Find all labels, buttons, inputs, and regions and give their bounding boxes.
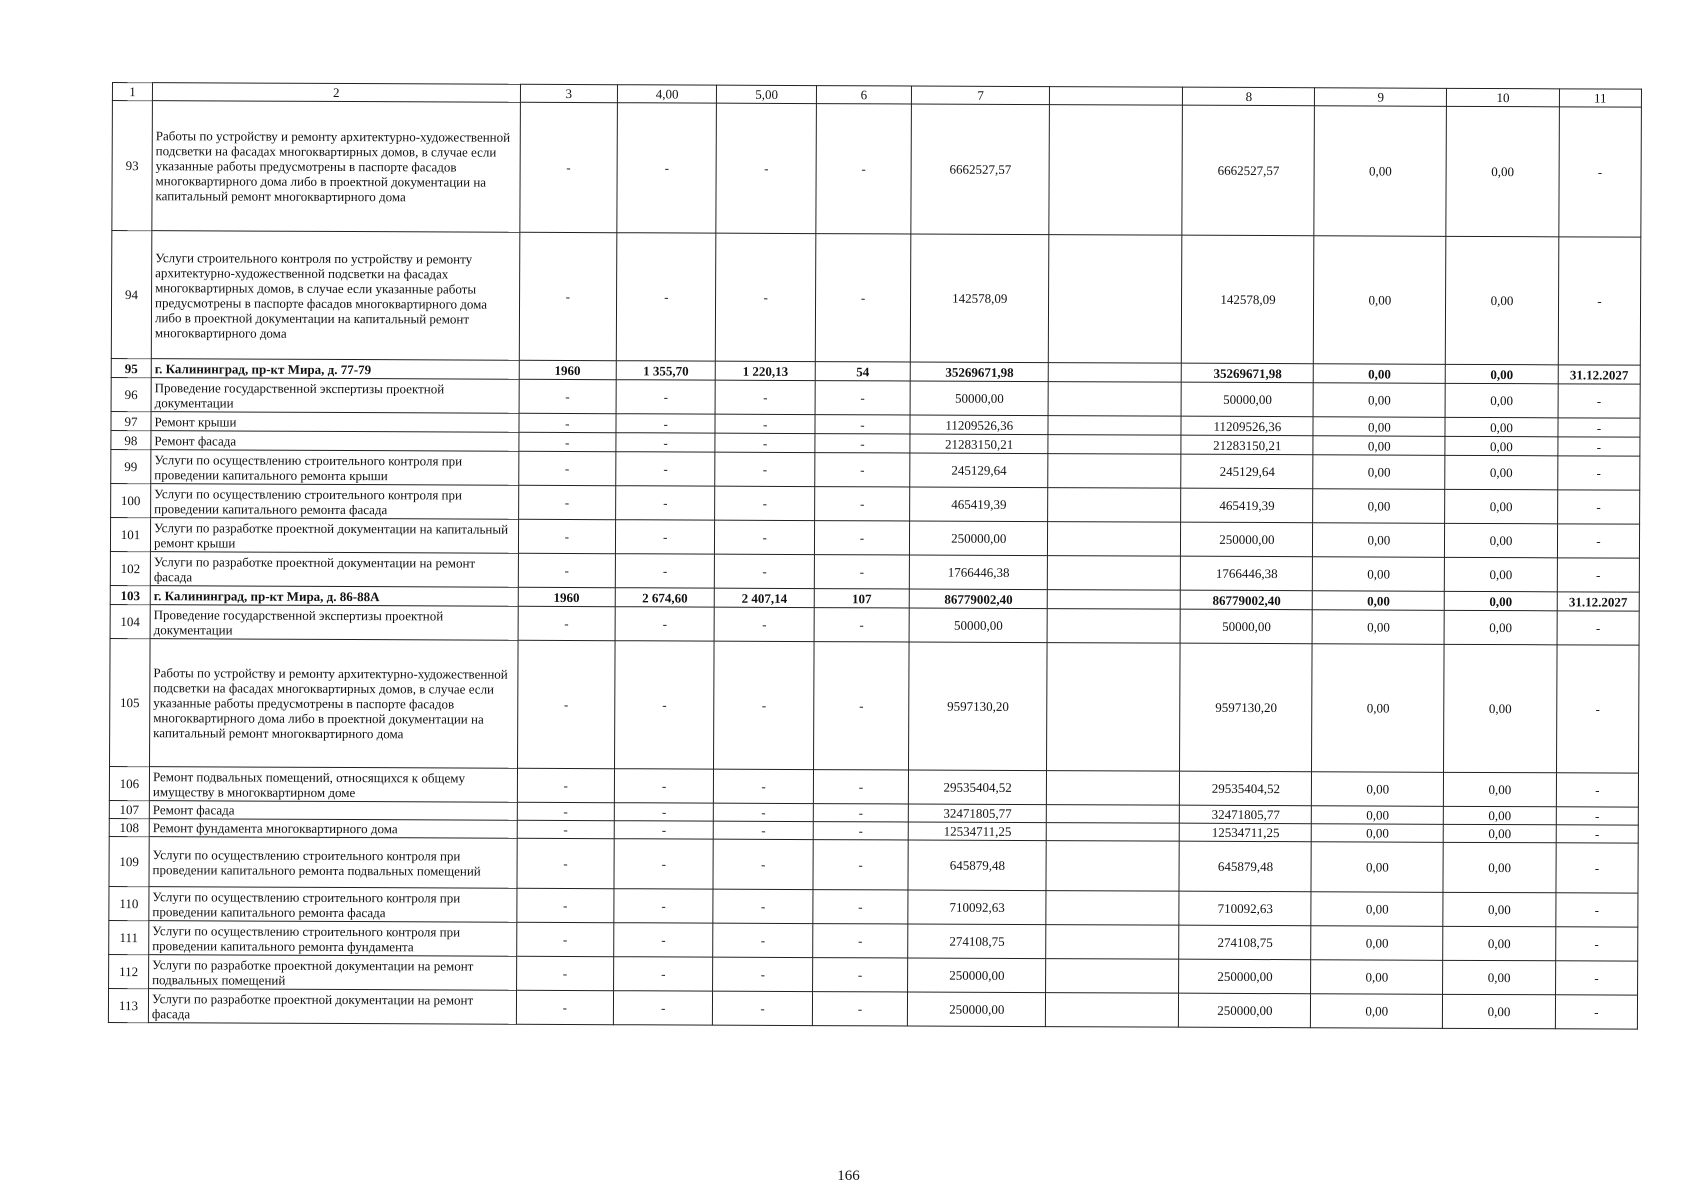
fund-cost-cell: 142578,09 <box>1182 235 1314 364</box>
residents-cell: - <box>815 381 910 415</box>
budget-cell: 0,00 <box>1312 644 1444 773</box>
work-description-cell: Услуги по разработке проектной документации на ремонт фасада <box>150 552 518 588</box>
other-sources-cell: 0,00 <box>1445 489 1558 523</box>
work-description-cell: Услуги по осуществлению строительного контроля при проведении капитального ремонта подвальных помещений <box>149 837 517 889</box>
year-cell: - <box>518 553 615 587</box>
budget-cell: 0,00 <box>1311 842 1443 893</box>
residents-cell: - <box>813 822 908 840</box>
blank-cell <box>1049 382 1182 417</box>
deadline-cell: - <box>1558 384 1640 418</box>
fund-cost-cell: 12534711,25 <box>1180 823 1312 842</box>
total-area-cell: - <box>615 607 715 641</box>
budget-cell: 0,00 <box>1314 364 1446 384</box>
living-area-cell: - <box>714 607 814 641</box>
blank-cell <box>1049 105 1183 236</box>
other-sources-cell: 0,00 <box>1443 960 1556 994</box>
blank-cell <box>1046 925 1179 960</box>
deadline-cell: - <box>1558 418 1640 437</box>
year-cell: - <box>516 990 613 1024</box>
row-number-cell: 109 <box>109 836 149 886</box>
total-area-cell: - <box>616 452 716 486</box>
other-sources-cell: 0,00 <box>1445 557 1558 591</box>
year-cell: - <box>519 413 616 432</box>
other-sources-cell: 0,00 <box>1444 610 1557 644</box>
blank-cell <box>1047 643 1181 772</box>
year-cell: - <box>518 485 615 519</box>
total-area-cell: - <box>614 769 714 803</box>
living-area-cell: - <box>714 769 814 803</box>
fund-cost-cell: 9597130,20 <box>1180 643 1312 772</box>
year-cell: 1960 <box>518 587 615 606</box>
total-area-cell: - <box>615 554 715 588</box>
budget-cell: 0,00 <box>1313 383 1445 418</box>
deadline-cell: 31.12.2027 <box>1557 592 1639 611</box>
blank-cell <box>1046 891 1179 926</box>
deadline-cell: - <box>1557 490 1639 524</box>
total-cost-cell: 9597130,20 <box>909 642 1048 771</box>
deadline-cell: - <box>1555 927 1637 961</box>
living-area-cell: - <box>715 486 815 520</box>
total-cost-cell: 29535404,52 <box>908 770 1047 805</box>
header-cell: 9 <box>1315 88 1447 107</box>
work-description-cell: Ремонт крыши <box>151 412 519 433</box>
other-sources-cell: 0,00 <box>1445 436 1558 455</box>
row-number-cell: 100 <box>111 483 151 517</box>
blank-cell <box>1047 823 1180 842</box>
deadline-cell: - <box>1556 843 1638 893</box>
row-number-cell: 108 <box>109 818 149 836</box>
living-area-cell: - <box>714 803 814 821</box>
residents-cell: - <box>815 434 910 453</box>
deadline-cell: - <box>1557 524 1639 558</box>
work-item-row <box>112 101 1642 238</box>
row-number-cell: 103 <box>110 585 150 604</box>
budget-cell: 0,00 <box>1312 772 1444 807</box>
budget-cell: 0,00 <box>1311 960 1443 995</box>
total-area-cell: - <box>616 380 716 414</box>
total-area-cell: - <box>614 803 714 821</box>
year-cell: - <box>517 640 615 768</box>
residents-cell: - <box>813 642 909 770</box>
total-area-cell: - <box>613 957 713 991</box>
other-sources-cell: 0,00 <box>1444 772 1557 806</box>
fund-cost-cell: 21283150,21 <box>1181 435 1313 455</box>
budget-cell: 0,00 <box>1313 591 1445 611</box>
row-number-cell: 101 <box>110 517 150 551</box>
row-number-cell: 102 <box>110 551 150 585</box>
total-area-cell: - <box>614 839 714 889</box>
other-sources-cell: 0,00 <box>1443 842 1556 892</box>
row-number-cell: 104 <box>110 604 150 638</box>
budget-cell: 0,00 <box>1313 489 1445 524</box>
total-area-cell: - <box>616 486 716 520</box>
total-cost-cell: 645879,48 <box>908 840 1047 891</box>
year-cell: - <box>517 768 614 802</box>
residents-cell: - <box>815 234 911 362</box>
residents-cell: 107 <box>814 589 909 608</box>
budget-cell: 0,00 <box>1313 455 1445 490</box>
work-description-cell: Проведение государственной экспертизы проектной документации <box>151 378 519 414</box>
residents-cell: - <box>813 840 908 890</box>
fund-cost-cell: 250000,00 <box>1179 959 1311 994</box>
total-cost-cell: 86779002,40 <box>909 589 1047 609</box>
blank-cell <box>1048 435 1181 455</box>
blank-cell <box>1048 609 1181 644</box>
other-sources-cell: 0,00 <box>1445 455 1558 489</box>
deadline-cell: - <box>1557 558 1639 592</box>
total-area-cell: - <box>614 923 714 957</box>
page-number: 166 <box>837 1168 860 1184</box>
work-description-cell: г. Калининград, пр-кт Мира, д. 86-88А <box>150 586 518 607</box>
header-cell: 5,00 <box>717 85 817 103</box>
living-area-cell: 1 220,13 <box>716 361 816 380</box>
living-area-cell: - <box>715 452 815 486</box>
residents-cell: - <box>812 992 907 1026</box>
fund-cost-cell: 32471805,77 <box>1180 805 1312 824</box>
budget-cell: 0,00 <box>1314 106 1446 237</box>
blank-cell <box>1048 488 1181 523</box>
deadline-cell: - <box>1555 995 1637 1029</box>
living-area-cell: - <box>713 957 813 991</box>
header-cell: 2 <box>152 83 520 103</box>
work-description-cell: Услуги по осуществлению строительного контроля при проведении капитального ремонта крыши <box>151 450 519 486</box>
other-sources-cell: 0,00 <box>1443 824 1556 842</box>
deadline-cell: - <box>1556 807 1638 825</box>
year-cell: - <box>516 956 613 990</box>
budget-cell: 0,00 <box>1313 417 1445 437</box>
blank-cell <box>1049 363 1182 383</box>
total-area-cell: - <box>614 889 714 923</box>
year-cell: - <box>519 379 616 413</box>
work-item-row <box>108 988 1637 1029</box>
year-cell: - <box>518 606 615 640</box>
budget-cell: 0,00 <box>1311 892 1443 927</box>
residents-cell: - <box>813 804 908 822</box>
total-cost-cell: 50000,00 <box>910 381 1049 416</box>
residents-cell: - <box>814 608 909 642</box>
residents-cell: 54 <box>815 362 910 381</box>
total-cost-cell: 1766446,38 <box>909 555 1048 590</box>
header-cell: 1 <box>112 83 152 101</box>
budget-cell: 0,00 <box>1313 557 1445 592</box>
total-cost-cell: 21283150,21 <box>910 434 1048 454</box>
other-sources-cell: 0,00 <box>1443 926 1556 960</box>
deadline-cell: - <box>1558 437 1640 456</box>
deadline-cell: - <box>1555 961 1637 995</box>
header-cell: 6 <box>816 86 911 104</box>
deadline-cell: - <box>1556 773 1638 807</box>
work-description-cell: Работы по устройству и ремонту архитектурно-художественной подсветки на фасадах многоквартирных домов, в случае если указанные работы предусмотрены в паспорте фасадов многоквартирного дома либо в проектной документации на капитальный ремонт многоквартирного дома <box>150 639 518 769</box>
total-cost-cell: 142578,09 <box>910 234 1049 363</box>
other-sources-cell: 0,00 <box>1444 806 1557 824</box>
work-description-cell: г. Калининград, пр-кт Мира, д. 77-79 <box>151 359 519 380</box>
living-area-cell: - <box>715 554 815 588</box>
year-cell: - <box>518 451 615 485</box>
total-area-cell: - <box>613 991 713 1025</box>
work-description-cell: Работы по устройству и ремонту архитектурно-художественной подсветки на фасадах многоквартирных домов, в случае если указанные работы предусмотрены в паспорте фасадов многоквартирного дома либо в проектной документации на капитальный ремонт многоквартирного дома <box>152 101 520 233</box>
blank-cell <box>1046 841 1179 892</box>
row-number-cell: 99 <box>111 449 151 483</box>
total-cost-cell: 250000,00 <box>907 992 1046 1027</box>
total-cost-cell: 250000,00 <box>908 958 1047 993</box>
fund-cost-cell: 465419,39 <box>1181 488 1313 523</box>
living-area-cell: - <box>713 839 813 889</box>
row-number-cell: 96 <box>111 377 151 411</box>
total-cost-cell: 35269671,98 <box>910 362 1048 382</box>
header-cell: 7 <box>911 86 1049 105</box>
fund-cost-cell: 250000,00 <box>1181 522 1313 557</box>
work-description-cell: Проведение государственной экспертизы проектной документации <box>150 605 518 641</box>
header-cell: 11 <box>1559 89 1641 107</box>
fund-cost-cell: 86779002,40 <box>1181 590 1313 610</box>
work-description-cell: Услуги по разработке проектной документации на ремонт подвальных помещений <box>149 955 517 991</box>
year-cell: - <box>517 820 614 838</box>
blank-cell <box>1048 590 1181 610</box>
work-item-row <box>111 231 1641 366</box>
repair-schedule-table <box>108 82 1642 1030</box>
year-cell: - <box>519 432 616 451</box>
deadline-cell: - <box>1556 893 1638 927</box>
other-sources-cell: 0,00 <box>1445 591 1558 610</box>
fund-cost-cell: 35269671,98 <box>1182 363 1314 383</box>
residents-cell: - <box>814 521 909 555</box>
fund-cost-cell: 50000,00 <box>1182 382 1314 417</box>
blank-cell <box>1048 454 1181 489</box>
blank-cell <box>1047 805 1180 824</box>
year-cell: - <box>518 519 615 553</box>
living-area-cell: - <box>716 233 816 361</box>
work-item-row <box>109 836 1638 893</box>
work-description-cell: Ремонт фасада <box>149 801 517 821</box>
other-sources-cell: 0,00 <box>1446 236 1559 364</box>
deadline-cell: - <box>1558 237 1641 365</box>
work-description-cell: Ремонт фасада <box>151 431 519 452</box>
deadline-cell: - <box>1556 645 1639 773</box>
total-cost-cell: 245129,64 <box>910 453 1049 488</box>
residents-cell: - <box>814 487 909 521</box>
blank-cell <box>1047 771 1180 806</box>
total-cost-cell: 710092,63 <box>908 890 1047 925</box>
living-area-cell: - <box>714 821 814 839</box>
year-cell: 1960 <box>519 360 616 379</box>
residents-cell: - <box>815 415 910 434</box>
budget-cell: 0,00 <box>1312 806 1444 825</box>
blank-cell <box>1049 235 1183 364</box>
total-area-cell: 2 674,60 <box>615 588 715 607</box>
residents-cell: - <box>813 770 908 804</box>
living-area-cell: - <box>715 414 815 433</box>
residents-cell: - <box>816 104 912 234</box>
residents-cell: - <box>814 555 909 589</box>
header-cell: 3 <box>520 84 617 102</box>
total-cost-cell: 50000,00 <box>909 608 1048 643</box>
other-sources-cell: 0,00 <box>1445 383 1558 417</box>
total-cost-cell: 11209526,36 <box>910 415 1048 435</box>
fund-cost-cell: 6662527,57 <box>1182 105 1314 236</box>
residents-cell: - <box>812 958 907 992</box>
row-number-cell: 106 <box>109 766 149 800</box>
blank-cell <box>1048 416 1181 436</box>
fund-cost-cell: 274108,75 <box>1179 925 1311 960</box>
living-area-cell: - <box>715 380 815 414</box>
total-cost-cell: 12534711,25 <box>908 822 1046 841</box>
work-description-cell: Услуги по осуществлению строительного контроля при проведении капитального ремонта фасада <box>151 484 519 520</box>
fund-cost-cell: 11209526,36 <box>1181 416 1313 436</box>
other-sources-cell: 0,00 <box>1444 644 1557 772</box>
work-description-cell: Услуги по разработке проектной документации на капитальный ремонт крыши <box>150 518 518 554</box>
total-cost-cell: 274108,75 <box>908 924 1047 959</box>
total-cost-cell: 250000,00 <box>909 521 1048 556</box>
total-area-cell: - <box>616 233 716 361</box>
total-area-cell: - <box>616 414 716 433</box>
living-area-cell: - <box>713 923 813 957</box>
total-area-cell: - <box>617 103 717 233</box>
living-area-cell: - <box>715 520 815 554</box>
fund-cost-cell: 245129,64 <box>1181 454 1313 489</box>
row-number-cell: 112 <box>109 954 149 988</box>
deadline-cell: 31.12.2027 <box>1558 365 1640 384</box>
total-area-cell: - <box>614 641 714 769</box>
fund-cost-cell: 50000,00 <box>1181 609 1313 644</box>
budget-cell: 0,00 <box>1313 436 1445 456</box>
work-description-cell: Услуги строительного контроля по устройству и ремонту архитектурно-художественной подсветки на фасадах многоквартирных домов, в случае если указанные работы предусмотрены в паспорте фасадов многоквартирного дома либо в проектной документации на капитальный ремонт многоквартирного дома <box>151 231 519 361</box>
header-cell: 4,00 <box>617 85 717 103</box>
work-description-cell: Услуги по осуществлению строительного контроля при проведении капитального ремонта фундамента <box>149 921 517 957</box>
other-sources-cell: 0,00 <box>1443 994 1556 1028</box>
deadline-cell: - <box>1556 825 1638 843</box>
year-cell: - <box>517 802 614 820</box>
other-sources-cell: 0,00 <box>1443 892 1556 926</box>
row-number-cell: 105 <box>110 638 151 766</box>
blank-cell <box>1046 993 1179 1028</box>
row-number-cell: 110 <box>109 886 149 920</box>
total-cost-cell: 6662527,57 <box>911 104 1050 235</box>
residents-cell: - <box>815 453 910 487</box>
living-area-cell: - <box>713 889 813 923</box>
work-item-row <box>110 638 1640 773</box>
residents-cell: - <box>813 890 908 924</box>
row-number-cell: 98 <box>111 430 151 449</box>
row-number-cell: 93 <box>112 101 153 231</box>
year-cell: - <box>517 838 615 888</box>
fund-cost-cell: 645879,48 <box>1179 841 1311 892</box>
year-cell: - <box>519 232 617 360</box>
blank-cell <box>1048 522 1181 557</box>
other-sources-cell: 0,00 <box>1446 106 1559 236</box>
budget-cell: 0,00 <box>1313 523 1445 558</box>
work-description-cell: Услуги по разработке проектной документации на ремонт фасада <box>148 989 516 1025</box>
fund-cost-cell: 710092,63 <box>1179 891 1311 926</box>
living-area-cell: - <box>716 103 816 233</box>
header-cell: 10 <box>1447 88 1560 106</box>
fund-cost-cell: 1766446,38 <box>1181 556 1313 591</box>
budget-cell: 0,00 <box>1312 824 1444 843</box>
deadline-cell: - <box>1559 107 1642 237</box>
header-cell <box>1050 87 1183 106</box>
year-cell: - <box>516 922 613 956</box>
other-sources-cell: 0,00 <box>1445 364 1558 383</box>
row-number-cell: 113 <box>108 988 148 1022</box>
total-area-cell: 1 355,70 <box>616 361 716 380</box>
row-number-cell: 111 <box>109 920 149 954</box>
budget-cell: 0,00 <box>1314 236 1446 365</box>
blank-cell <box>1048 556 1181 591</box>
budget-cell: 0,00 <box>1311 926 1443 961</box>
work-description-cell: Ремонт фундамента многоквартирного дома <box>149 819 517 839</box>
year-cell: - <box>519 102 617 232</box>
budget-cell: 0,00 <box>1312 610 1444 645</box>
work-description-cell: Ремонт подвальных помещений, относящихся к общему имуществу в многоквартирном доме <box>149 767 517 803</box>
row-number-cell: 95 <box>111 358 151 377</box>
blank-cell <box>1046 959 1179 994</box>
header-cell: 8 <box>1183 87 1315 106</box>
row-number-cell: 107 <box>109 800 149 818</box>
residents-cell: - <box>813 924 908 958</box>
fund-cost-cell: 250000,00 <box>1179 993 1311 1028</box>
deadline-cell: - <box>1557 456 1639 490</box>
other-sources-cell: 0,00 <box>1445 417 1558 436</box>
total-area-cell: - <box>614 821 714 839</box>
total-area-cell: - <box>616 433 716 452</box>
work-description-cell: Услуги по осуществлению строительного контроля при проведении капитального ремонта фасада <box>149 887 517 923</box>
year-cell: - <box>516 888 613 922</box>
other-sources-cell: 0,00 <box>1445 523 1558 557</box>
total-cost-cell: 32471805,77 <box>908 804 1046 823</box>
living-area-cell: - <box>714 641 814 769</box>
living-area-cell: - <box>715 433 815 452</box>
living-area-cell: 2 407,14 <box>715 588 815 607</box>
total-area-cell: - <box>615 520 715 554</box>
row-number-cell: 97 <box>111 411 151 430</box>
deadline-cell: - <box>1557 611 1639 645</box>
fund-cost-cell: 29535404,52 <box>1180 771 1312 806</box>
living-area-cell: - <box>713 991 813 1025</box>
row-number-cell: 94 <box>111 231 152 359</box>
budget-cell: 0,00 <box>1311 994 1443 1029</box>
total-cost-cell: 465419,39 <box>910 487 1049 522</box>
